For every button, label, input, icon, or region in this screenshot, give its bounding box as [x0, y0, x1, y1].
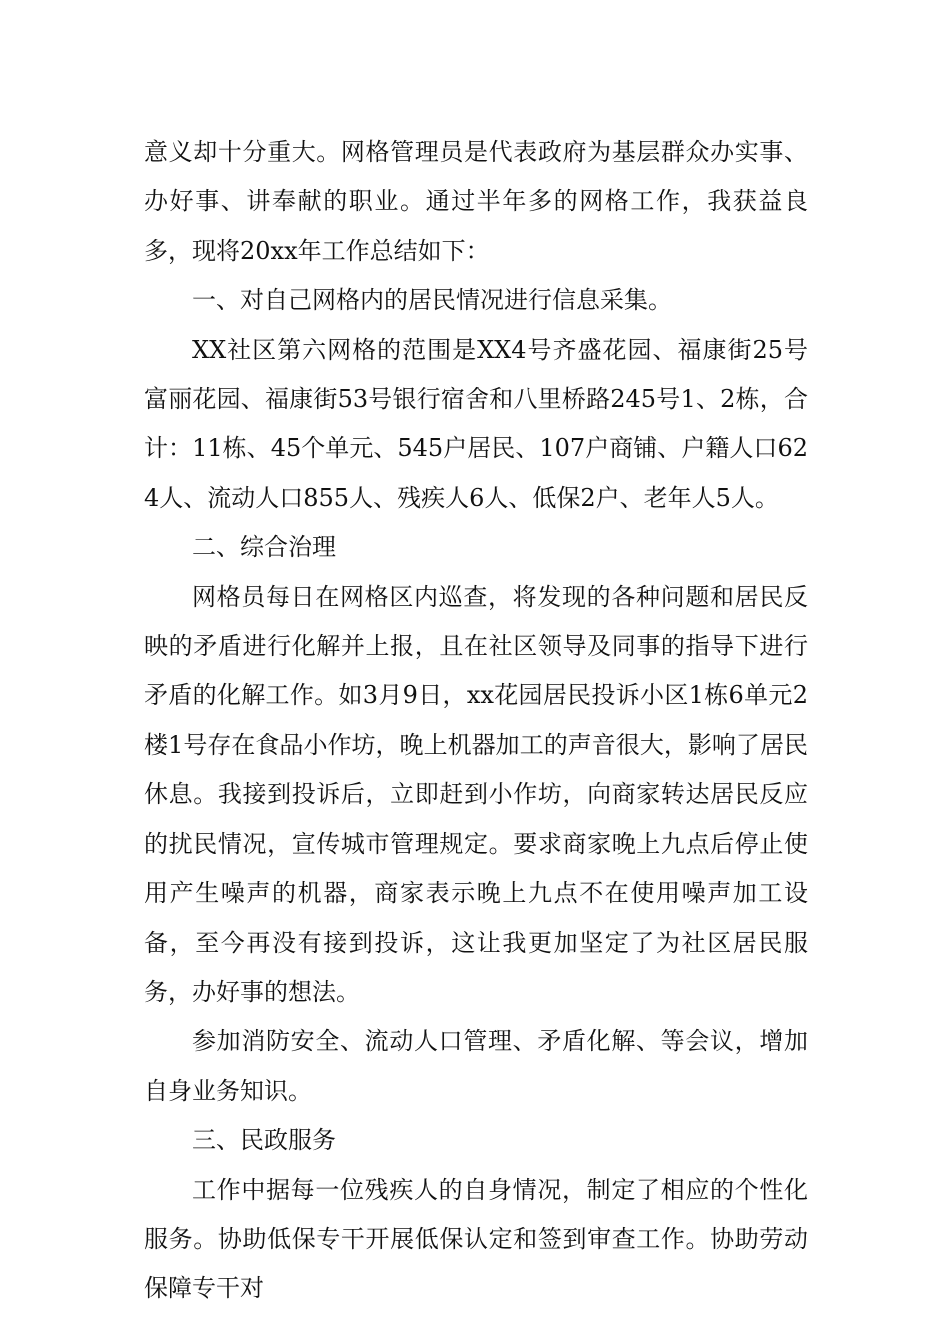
- heading-section-3: 三、民政服务: [192, 1126, 336, 1155]
- heading-section-1: 一、对自己网格内的居民情况进行信息采集。: [192, 286, 672, 315]
- paragraph-civil-service: 工作中据每一位残疾人的自身情况，制定了相应的个性化服务。协助低保专干开展低保认定和签到审查工作。协助劳动保障专干对: [144, 1175, 808, 1303]
- paragraph-intro: 意义却十分重大。网格管理员是代表政府为基层群众办实事、办好事、讲奉献的职业。通过半年多的网格工作，我获益良多，现将20xx年工作总结如下：: [144, 138, 808, 265]
- paragraph-governance: 网格员每日在网格区内巡查，将发现的各种问题和居民反映的矛盾进行化解并上报，且在社区领导及同事的指导下进行矛盾的化解工作。如3月9日，xx花园居民投诉小区1栋6单元2楼1号存在食品小作坊，晚上机器加工的声音很大，影响了居民休息。我接到投诉后，立即赶到小作坊，向商家转达居民反应的扰民情况，宣传城市管理规定。要求商家晚上九点后停止使用产生噪声的机器，商家表示晚上九点不在使用噪声加工设备，至今再没有接到投诉，这让我更加坚定了为社区居民服务，办好事的想法。: [144, 582, 808, 1006]
- document-body: [144, 128, 808, 1314]
- paragraph-grid-scope: XX社区第六网格的范围是XX4号齐盛花园、福康街25号富丽花园、福康街53号银行宿舍和八里桥路245号1、2栋，合计：11栋、45个单元、545户居民、107户商铺、户籍人口624人、流动人口855人、残疾人6人、低保2户、老年人5人。: [144, 335, 808, 512]
- heading-section-2: 二、综合治理: [192, 533, 336, 562]
- paragraph-meetings: 参加消防安全、流动人口管理、矛盾化解、等会议，增加自身业务知识。: [144, 1027, 808, 1105]
